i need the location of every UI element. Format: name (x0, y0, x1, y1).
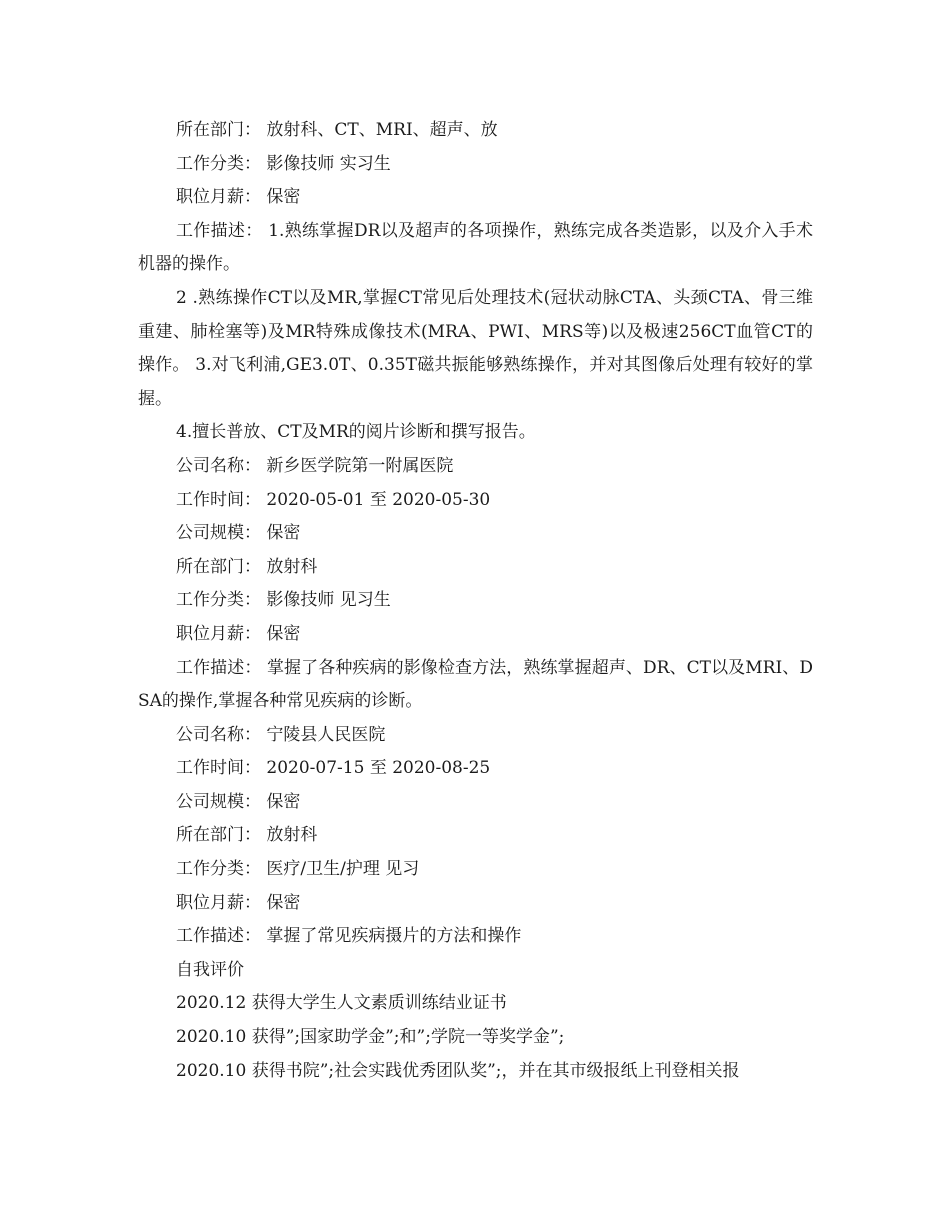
work-period-line: 工作时间： 2020-07-15 至 2020-08-25 (176, 758, 491, 779)
job-category-line: 工作分类： 影像技师 见习生 (176, 590, 391, 611)
resume-content (138, 114, 813, 1088)
department-line: 所在部门： 放射科、CT、MRI、超声、放 (176, 120, 498, 140)
salary-line: 职位月薪： 保密 (176, 892, 301, 913)
company-size-line: 公司规模： 保密 (176, 791, 301, 812)
job-description-2: 2 .熟练操作CT以及MR,掌握CT常见后处理技术(冠状动脉CTA、头颈CTA、骨三维重建、肺栓塞等)及MR特殊成像技术(MRA、PWI、MRS等)以及极速256CT血管CT的操作。 3.对飞利浦,GE3.0T、0.35T磁共振能够熟练操作，并对其图像后处理有较好的掌握。 (138, 287, 813, 409)
department-line: 所在部门： 放射科 (176, 556, 318, 577)
company-name-line: 公司名称： 新乡医学院第一附属医院 (176, 455, 454, 476)
company-size-line: 公司规模： 保密 (176, 523, 301, 544)
job-category-line: 工作分类： 影像技师 实习生 (176, 153, 391, 174)
award-line: 2020.12 获得大学生人文素质训练结业证书 (176, 993, 507, 1014)
job-description-1: 工作描述： 1.熟练掌握DR以及超声的各项操作，熟练完成各类造影，以及介入手术机器的操作。 (138, 220, 813, 275)
work-period-line: 工作时间： 2020-05-01 至 2020-05-30 (176, 489, 491, 510)
department-line: 所在部门： 放射科 (176, 825, 318, 846)
salary-line: 职位月薪： 保密 (176, 623, 301, 644)
self-evaluation-heading: 自我评价 (176, 959, 244, 980)
award-line: 2020.10 获得书院”;社会实践优秀团队奖”;，并在其市级报纸上刊登相关报 (176, 1060, 740, 1081)
job-category-line: 工作分类： 医疗/卫生/护理 见习 (176, 859, 420, 880)
job-description-3: 4.擅长普放、CT及MR的阅片诊断和撰写报告。 (176, 422, 536, 443)
company-name-line: 公司名称： 宁陵县人民医院 (176, 724, 386, 745)
award-line: 2020.10 获得”;国家助学金”;和”;学院一等奖学金”; (176, 1027, 565, 1048)
job-description: 工作描述： 掌握了各种疾病的影像检查方法，熟练掌握超声、DR、CT以及MRI、DSA的操作,掌握各种常见疾病的诊断。 (138, 657, 813, 712)
salary-line: 职位月薪： 保密 (176, 187, 301, 208)
job-description-line: 工作描述： 掌握了常见疾病摄片的方法和操作 (176, 926, 522, 947)
